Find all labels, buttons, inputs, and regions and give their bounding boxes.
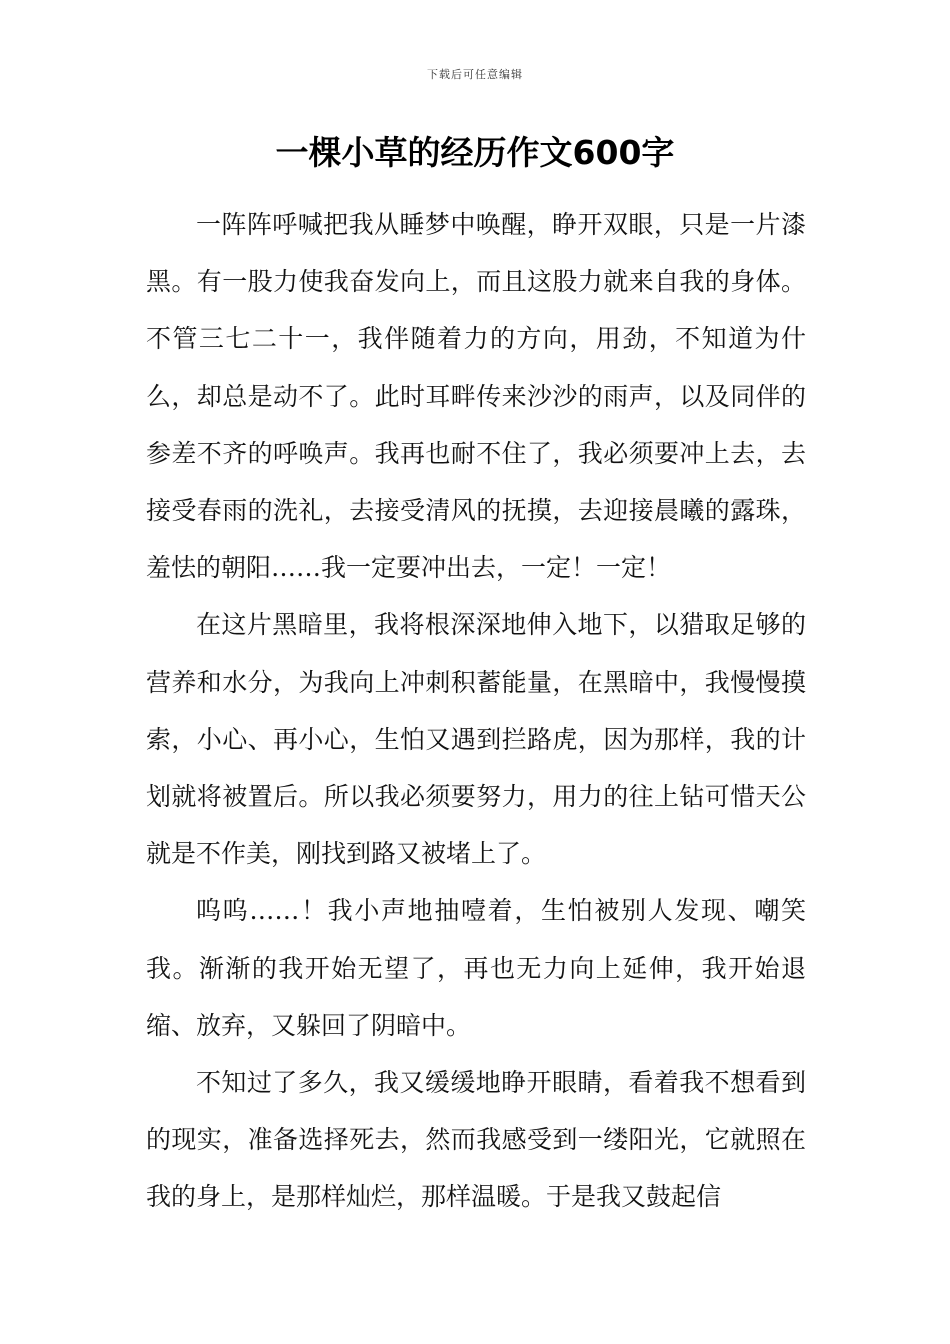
paragraph-4: 不知过了多久，我又缓缓地睁开眼睛，看着我不想看到的现实，准备选择死去，然而我感受到一缕阳光，它就照在我的身上，是那样灿烂，那样温暖。于是我又鼓起信: [146, 1068, 806, 1212]
paragraph-2: 在这片黑暗里，我将根深深地伸入地下，以猎取足够的营养和水分，为我向上冲刺积蓄能量，在黑暗中，我慢慢摸索，小心、再小心，生怕又遇到拦路虎，因为那样，我的计划就将被置后。所以我必须要努力，用力的往上钻可惜天公就是不作美，刚找到路又被堵上了。: [146, 610, 806, 869]
document-body: [146, 196, 806, 1226]
paragraph-3: 呜呜……！我小声地抽噎着，生怕被别人发现、嘲笑我。渐渐的我开始无望了，再也无力向上延伸，我开始退缩、放弃，又躲回了阴暗中。: [146, 896, 806, 1040]
document-title: 一棵小草的经历作文600字: [275, 133, 675, 172]
paragraph-1: 一阵阵呼喊把我从睡梦中唤醒，睁开双眼，只是一片漆黑。有一股力使我奋发向上，而且这股力就来自我的身体。不管三七二十一，我伴随着力的方向，用劲，不知道为什么，却总是动不了。此时耳畔传来沙沙的雨声，以及同伴的参差不齐的呼唤声。我再也耐不住了，我必须要冲上去，去接受春雨的洗礼，去接受清风的抚摸，去迎接晨曦的露珠，羞怯的朝阳……我一定要冲出去，一定！一定！: [146, 210, 806, 583]
header-note: 下载后可任意编辑: [427, 68, 523, 81]
